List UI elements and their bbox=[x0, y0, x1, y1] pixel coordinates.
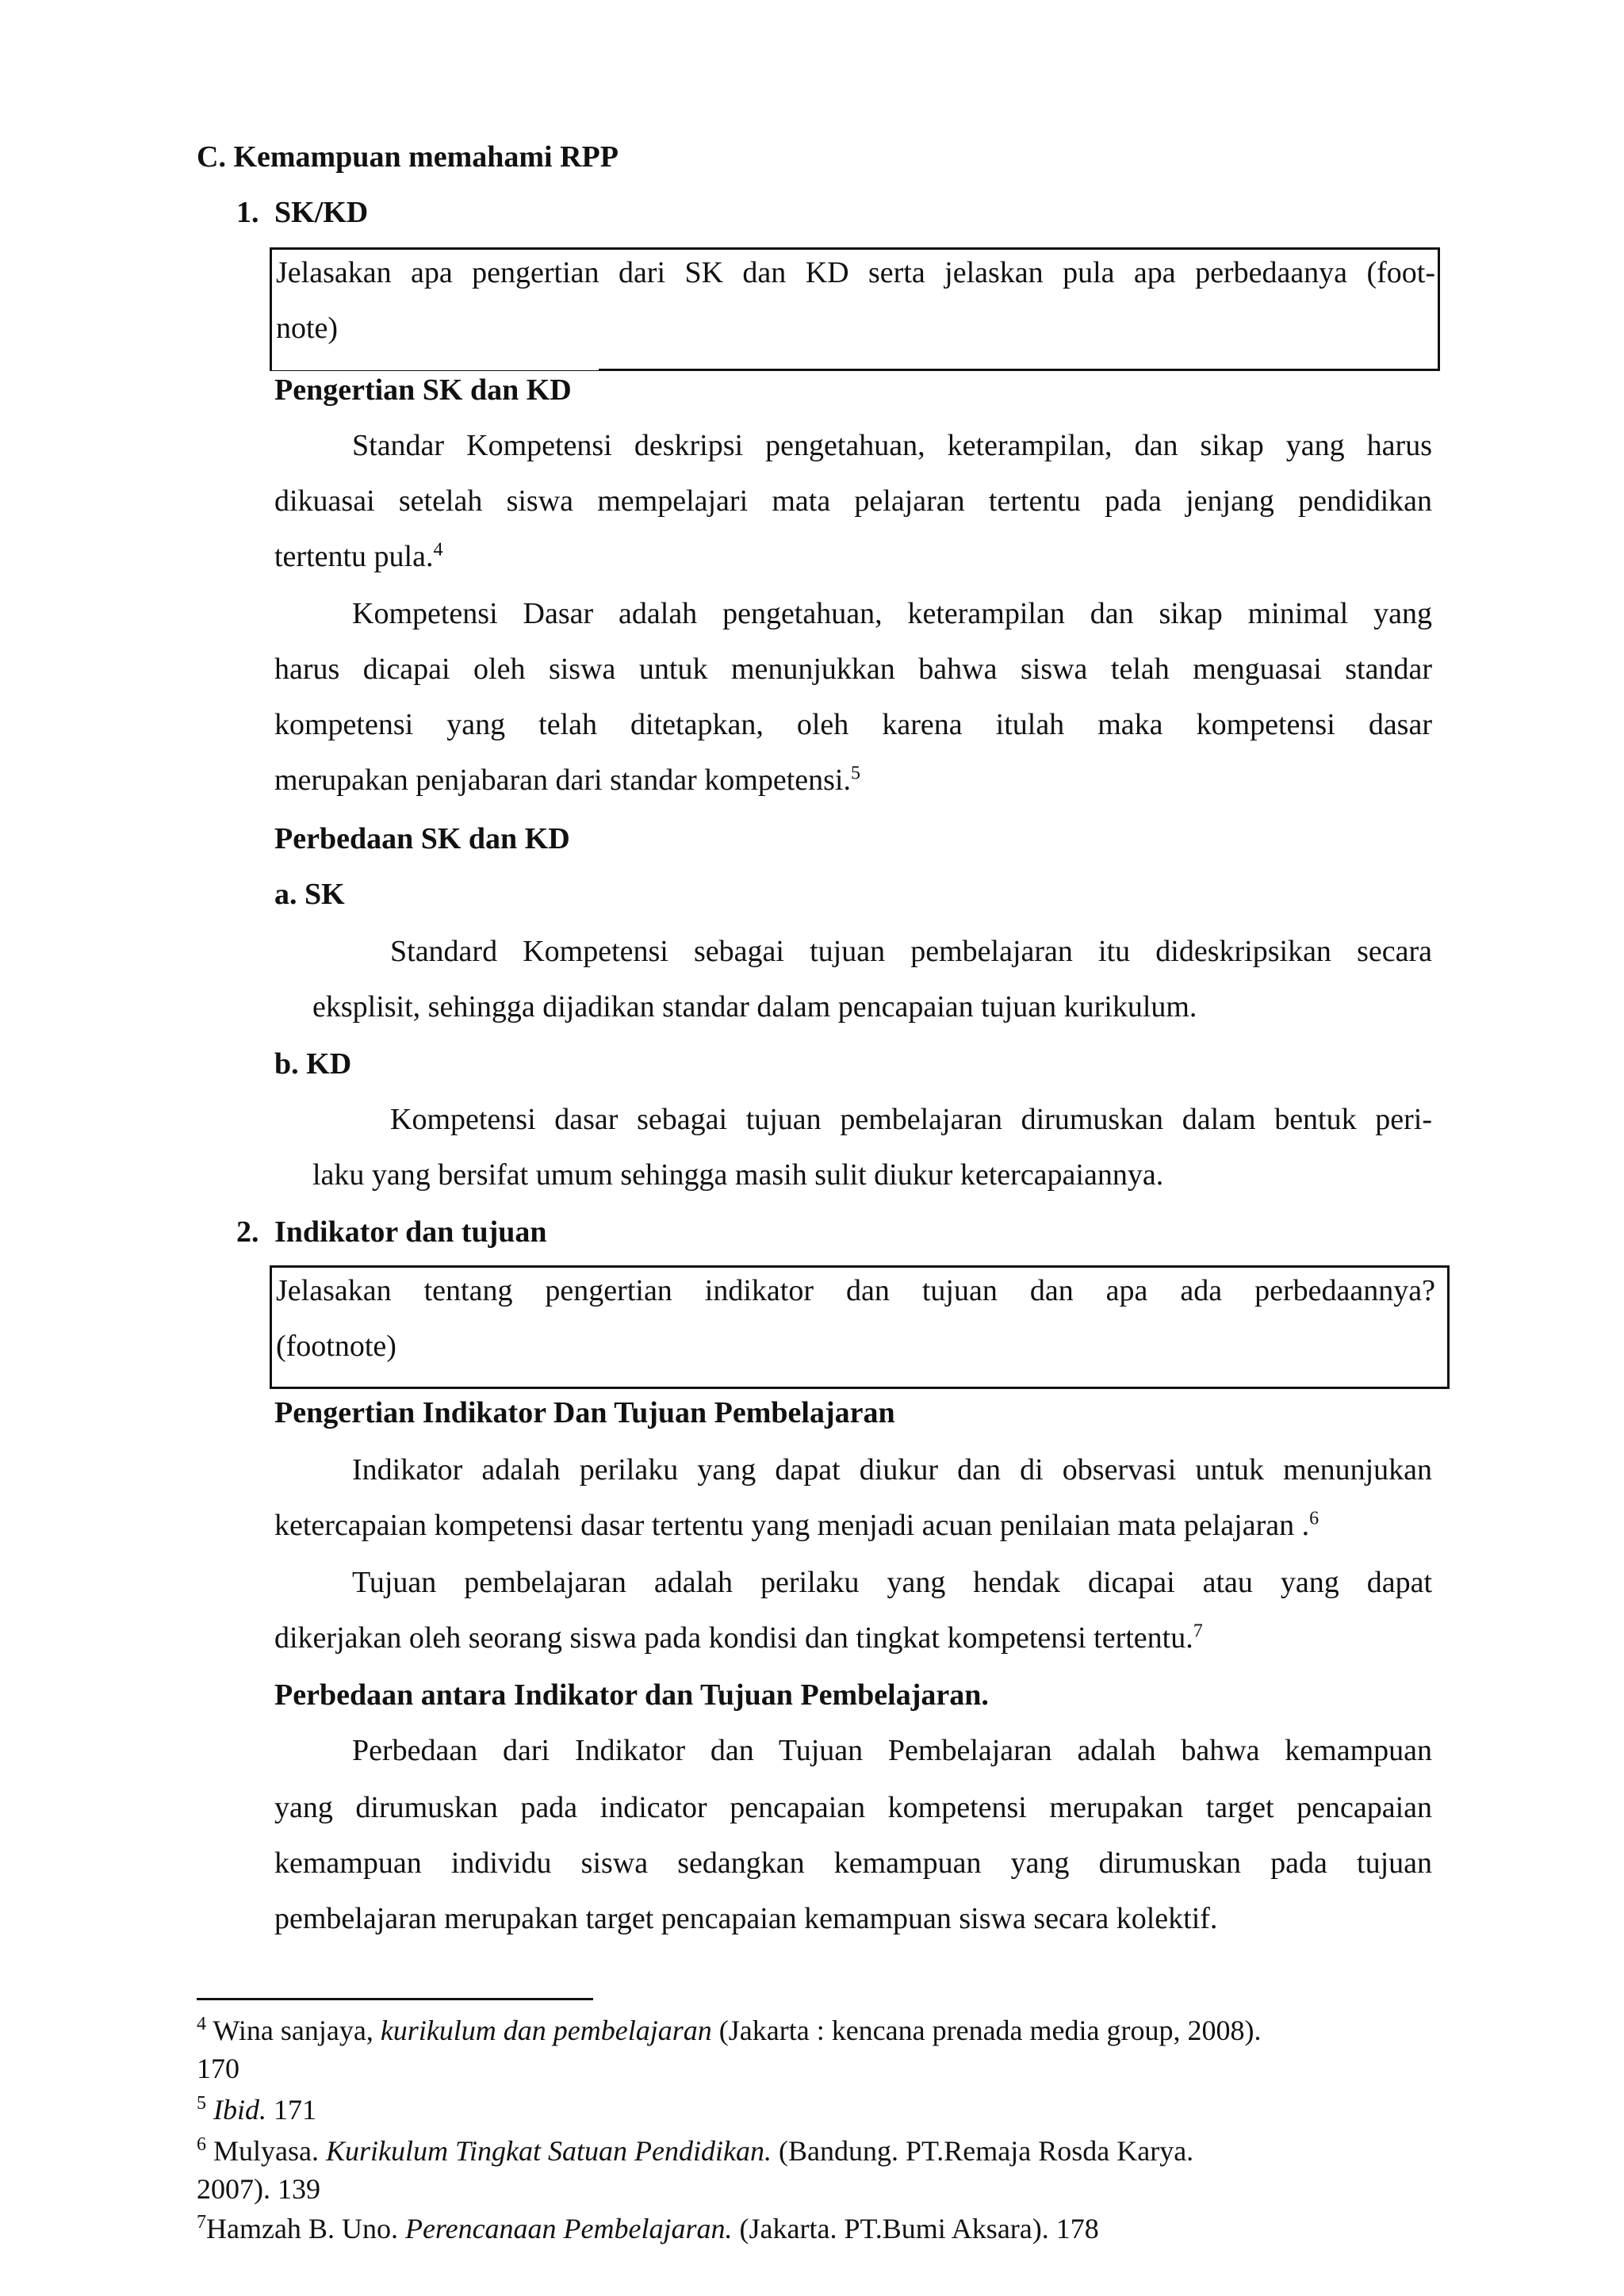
question-box-1-line1: Jelasakan apa pengertian dari SK dan KD serta jelaskan pula apa perbedaanya (foot- bbox=[276, 256, 1435, 289]
perbedaan-sk-kd-heading: Perbedaan SK dan KD bbox=[274, 822, 570, 855]
ind-para-line1: Indikator adalah perilaku yang dapat diukur dan di observasi untuk menunjukan bbox=[352, 1453, 1432, 1487]
question-box-2-line2: (footnote) bbox=[276, 1330, 396, 1363]
section-title: C. Kemampuan memahami RPP bbox=[197, 140, 619, 174]
perb-para-line4: pembelajaran merupakan target pencapaian kemampuan siswa secara kolektif. bbox=[274, 1902, 1218, 1935]
pengertian-sk-kd-heading: Pengertian SK dan KD bbox=[274, 373, 572, 407]
kd-para-line4: merupakan penjabaran dari standar kompetensi.$^5$ bbox=[274, 763, 860, 797]
footnote-6: $^6$ Mulyasa. Kurikulum Tingkat Satuan Pendidikan. (Bandung. PT.Remaja Rosda Karya. bbox=[197, 2134, 1194, 2167]
footnote-separator bbox=[197, 1998, 593, 2000]
sub-a-line1: Standard Kompetensi sebagai tujuan pembelajaran itu dideskripsikan secara bbox=[390, 935, 1432, 968]
sk-para-line2: dikuasai setelah siswa mempelajari mata pelajaran tertentu pada jenjang pendidikan bbox=[274, 484, 1432, 518]
tuj-para-line1: Tujuan pembelajaran adalah perilaku yang hendak dicapai atau yang dapat bbox=[352, 1566, 1432, 1599]
footnote-ref-5: 5 bbox=[851, 763, 860, 784]
perbedaan-indikator-heading: Perbedaan antara Indikator dan Tujuan Pembelajaran. bbox=[274, 1678, 989, 1712]
perb-para-line2: yang dirumuskan pada indicator pencapaian kompetensi merupakan target pencapaian bbox=[274, 1791, 1432, 1824]
item-1-title: SK/KD bbox=[274, 196, 369, 229]
sk-para-line3: tertentu pula.$^4$ bbox=[274, 539, 443, 573]
sub-b-line1: Kompetensi dasar sebagai tujuan pembelajaran dirumuskan dalam bentuk peri- bbox=[390, 1103, 1432, 1136]
tuj-para-line2: dikerjakan oleh seorang siswa pada kondisi dan tingkat kompetensi tertentu.$^7$ bbox=[274, 1621, 1203, 1655]
sub-a-line2: eksplisit, sehingga dijadikan standar dalam pencapaian tujuan kurikulum. bbox=[312, 990, 1197, 1024]
sub-a-label: a. SK bbox=[274, 878, 345, 911]
footnote-4-cont: 170 bbox=[197, 2053, 239, 2084]
item-1-number: 1. bbox=[236, 196, 259, 229]
pengertian-indikator-heading: Pengertian Indikator Dan Tujuan Pembelajaran bbox=[274, 1396, 895, 1429]
footnote-ref-4: 4 bbox=[433, 539, 443, 561]
sk-para-line1: Standar Kompetensi deskripsi pengetahuan, keterampilan, dan sikap yang harus bbox=[352, 429, 1432, 462]
footnote-6-cont: 2007). 139 bbox=[197, 2173, 320, 2205]
footnote-4: $^4$ Wina sanjaya, kurikulum dan pembelajaran (Jakarta : kencana prenada media group, 2008). bbox=[197, 2014, 1262, 2046]
kd-para-line3: kompetensi yang telah ditetapkan, oleh karena itulah maka kompetensi dasar bbox=[274, 708, 1432, 741]
question-box-2-line1: Jelasakan tentang pengertian indikator dan tujuan dan apa ada perbedaannya? bbox=[276, 1274, 1435, 1307]
item-2-number: 2. bbox=[236, 1215, 259, 1249]
box-gap-1 bbox=[272, 361, 599, 370]
question-box-1-line2: note) bbox=[276, 312, 339, 345]
kd-para-line2: harus dicapai oleh siswa untuk menunjukkan bahwa siswa telah menguasai standar bbox=[274, 652, 1432, 686]
perb-para-line3: kemampuan individu siswa sedangkan kemampuan yang dirumuskan pada tujuan bbox=[274, 1846, 1432, 1880]
sub-b-line2: laku yang bersifat umum sehingga masih sulit diukur ketercapaiannya. bbox=[312, 1158, 1164, 1192]
item-2-title: Indikator dan tujuan bbox=[274, 1215, 547, 1249]
footnote-5: $^5$ Ibid. 171 bbox=[197, 2093, 316, 2126]
sub-b-label: b. KD bbox=[274, 1047, 352, 1081]
footnote-7: $^7$Hamzah B. Uno. Perencanaan Pembelajaran. (Jakarta. PT.Bumi Aksara). 178 bbox=[197, 2212, 1099, 2244]
footnote-ref-7: 7 bbox=[1193, 1621, 1203, 1642]
perb-para-line1: Perbedaan dari Indikator dan Tujuan Pembelajaran adalah bahwa kemampuan bbox=[352, 1734, 1432, 1767]
footnote-ref-6: 6 bbox=[1309, 1508, 1320, 1529]
kd-para-line1: Kompetensi Dasar adalah pengetahuan, keterampilan dan sikap minimal yang bbox=[352, 597, 1432, 630]
ind-para-line2: ketercapaian kompetensi dasar tertentu yang menjadi acuan penilaian mata pelajaran .$^6$ bbox=[274, 1508, 1320, 1542]
